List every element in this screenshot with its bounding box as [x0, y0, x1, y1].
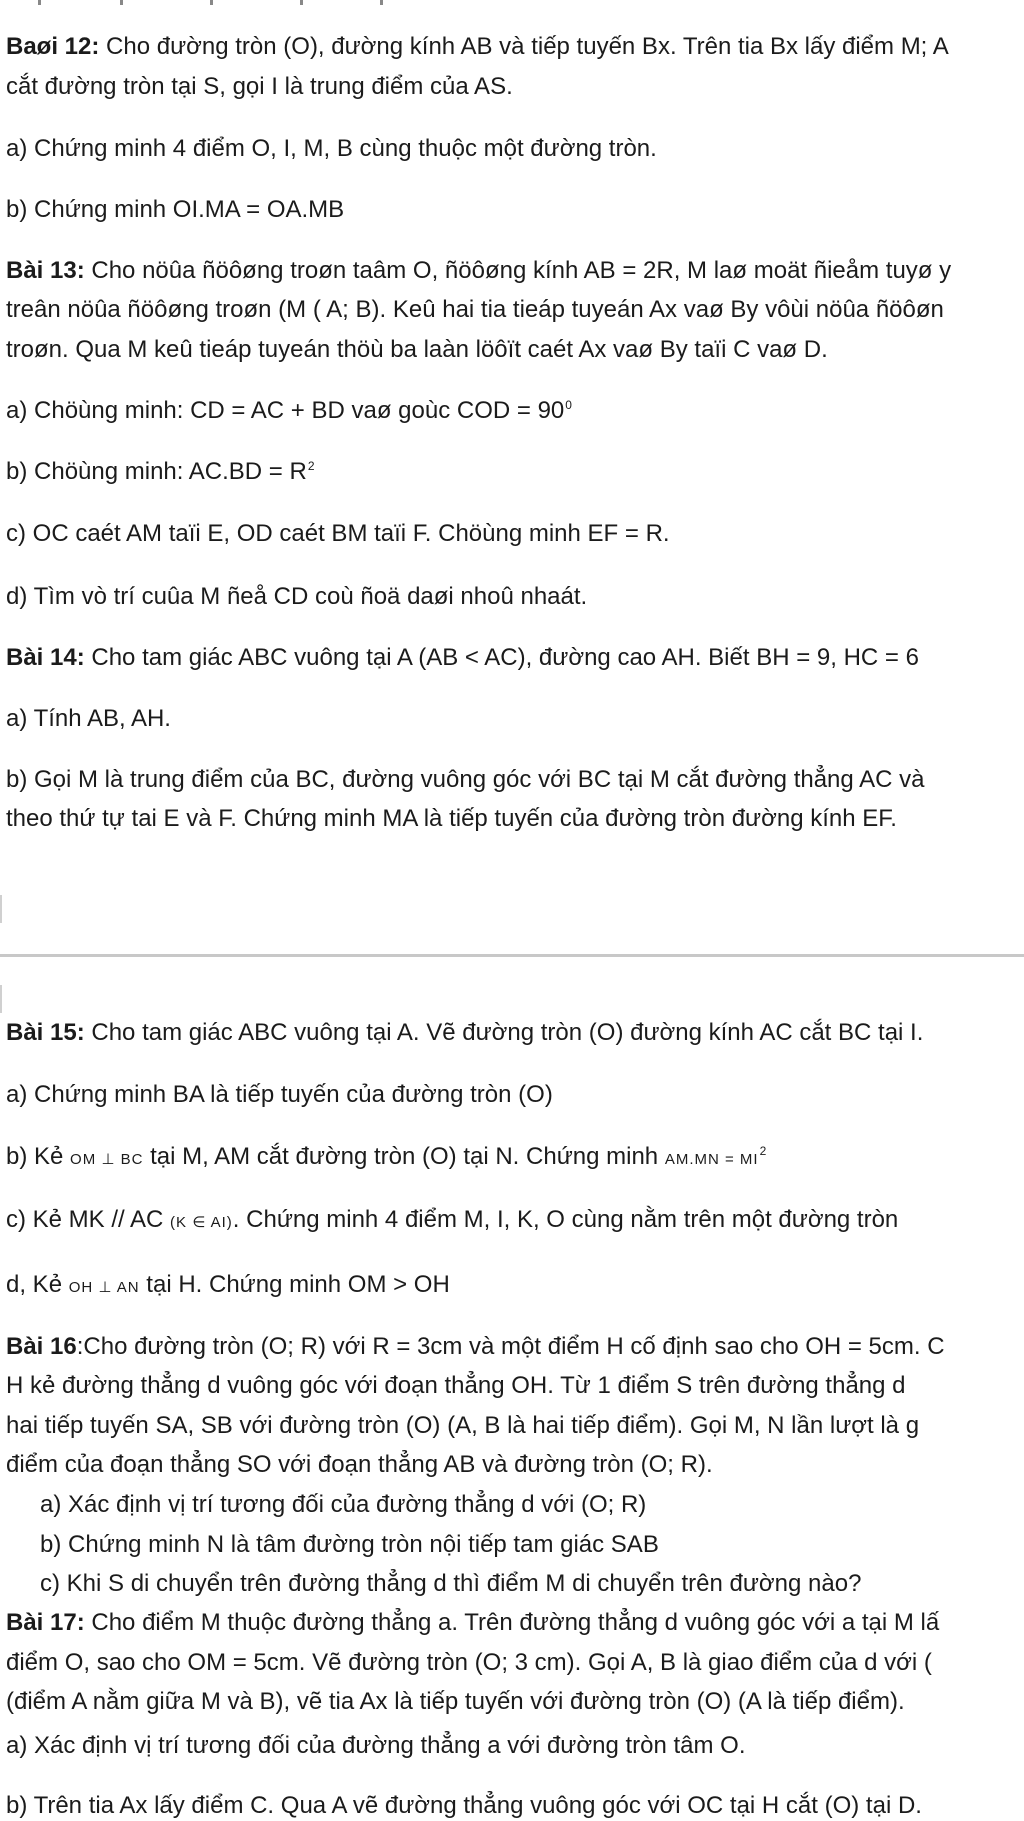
bai-17-heading: Bài 17: Cho điểm M thuộc đường thẳng a. Trên đường thẳng d vuông góc với a tại M lấ [6, 1609, 940, 1636]
bai-17-line-2: điểm O, sao cho OM = 5cm. Vẽ đường tròn (O; 3 cm). Gọi A, B là giao điểm của d với ( [6, 1649, 932, 1676]
bai-12-line-2: cắt đường tròn tại S, gọi I là trung điểm của AS. [6, 73, 513, 100]
bai-16-part-c: c) Khi S di chuyển trên đường thẳng d thì điểm M di chuyển trên đường nào? [40, 1570, 862, 1597]
bai-14-heading: Bài 14: Cho tam giác ABC vuông tại A (AB < AC), đường cao AH. Biết BH = 9, HC = 6 [6, 644, 919, 671]
bai-14-part-b: b) Gọi M là trung điểm của BC, đường vuông góc với BC tại M cắt đường thẳng AC và [6, 766, 925, 793]
bai-12-heading: Baøi 12: Cho đường tròn (O), đường kính AB và tiếp tuyến Bx. Trên tia Bx lấy điểm M; A [6, 33, 949, 60]
bai-13-part-c: c) OC caét AM taïi E, OD caét BM taïi F. Chöùng minh EF = R. [6, 520, 670, 547]
bai-16-part-b: b) Chứng minh N là tâm đường tròn nội tiếp tam giác SAB [40, 1531, 659, 1558]
bai-15-part-b: b) Kẻ OM ⊥ BC tại M, AM cắt đường tròn (O) tại N. Chứng minh $AM.MN = MI^2$ [6, 1143, 767, 1170]
bai-14-part-a: a) Tính AB, AH. [6, 705, 171, 732]
bai-16-heading: Bài 16:Cho đường tròn (O; R) với R = 3cm và một điểm H cố định sao cho OH = 5cm. C [6, 1333, 945, 1360]
bai-16-line-4: điểm của đoạn thẳng SO với đoạn thẳng AB và đường tròn (O; R). [6, 1451, 713, 1478]
bai-13-line-2: treân nöûa ñöôøng troøn (M ( A; B). Keû hai tia tieáp tuyeán Ax vaø By vôùi nöûa ñöôøn [6, 296, 944, 323]
page-margin-mark [0, 985, 2, 1013]
bai-15-part-c: c) Kẻ MK // AC (K ∈ AI). Chứng minh 4 điểm M, I, K, O cùng nằm trên một đường tròn [6, 1206, 899, 1233]
bai-13-part-b: b) Chöùng minh: $AC.BD = R^2$ [6, 458, 315, 485]
bai-13-line-3: troøn. Qua M keû tieáp tuyeán thöù ba laàn löôït caét Ax vaø By taïi C vaø D. [6, 336, 828, 363]
bai-16-part-a: a) Xác định vị trí tương đối của đường thẳng d với (O; R) [40, 1491, 647, 1518]
bai-16-line-3: hai tiếp tuyến SA, SB với đường tròn (O) (A, B là hai tiếp điểm). Gọi M, N lần lượt là g [6, 1412, 920, 1439]
bai-15-part-a: a) Chứng minh BA là tiếp tuyến của đường tròn (O) [6, 1081, 553, 1108]
bai-15-heading: Bài 15: Cho tam giác ABC vuông tại A. Vẽ đường tròn (O) đường kính AC cắt BC tại I. [6, 1019, 924, 1046]
bai-13-heading: Bài 13: Cho nöûa ñöôøng troøn taâm O, ñöôøng kính AB = 2R, M laø moät ñieåm tuyø y [6, 257, 952, 284]
page-separator [0, 954, 1024, 957]
bai-16-line-2: H kẻ đường thẳng d vuông góc với đoạn thẳng OH. Từ 1 điểm S trên đường thẳng d [6, 1372, 906, 1399]
bai-12-part-b: b) Chứng minh OI.MA = OA.MB [6, 196, 345, 223]
bai-14-part-b-cont: theo thứ tự tai E và F. Chứng minh MA là tiếp tuyến của đường tròn đường kính EF. [6, 805, 897, 832]
bai-12-part-a: a) Chứng minh 4 điểm O, I, M, B cùng thuộc một đường tròn. [6, 135, 657, 162]
bai-13-part-d: d) Tìm vò trí cuûa M ñeå CD coù ñoä daøi nhoû nhaát. [6, 583, 588, 610]
top-edge-marks [0, 0, 1024, 6]
page-margin-mark [0, 895, 2, 923]
bai-17-part-a: a) Xác định vị trí tương đối của đường thẳng a với đường tròn tâm O. [6, 1732, 746, 1759]
bai-15-part-d: d, Kẻ OH ⊥ AN tại H. Chứng minh OM > OH [6, 1271, 450, 1298]
bai-17-line-3: (điểm A nằm giữa M và B), vẽ tia Ax là tiếp tuyến với đường tròn (O) (A là tiếp điểm). [6, 1688, 905, 1715]
bai-17-part-b: b) Trên tia Ax lấy điểm C. Qua A vẽ đường thẳng vuông góc với OC tại H cắt (O) tại D. [6, 1792, 922, 1819]
bai-13-part-a: a) Chöùng minh: CD = AC + BD vaø goùc COD = $90^0$ [6, 397, 572, 424]
